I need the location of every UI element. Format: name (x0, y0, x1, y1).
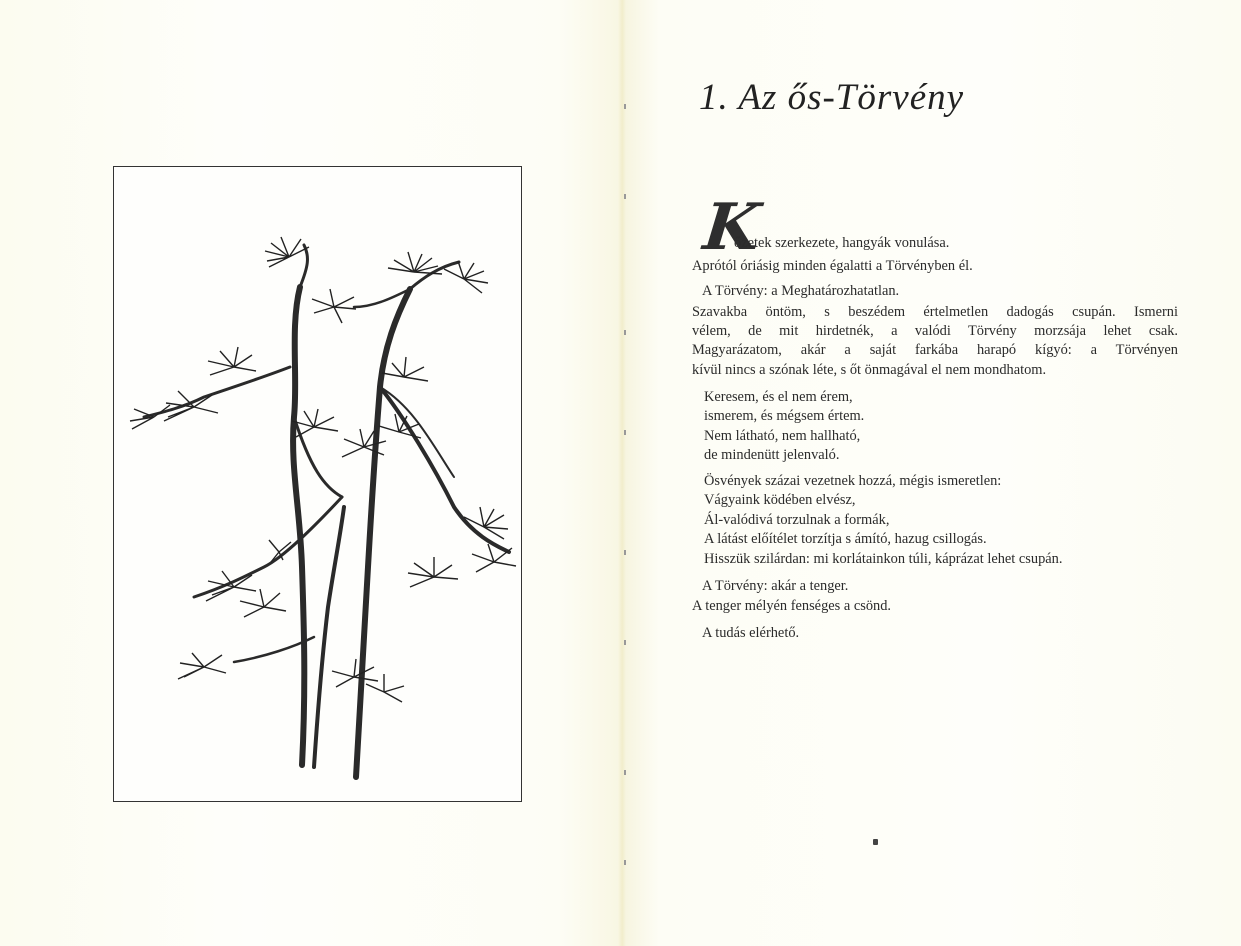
text-line: Hisszük szilárdan: mi korlátainkon túli, káprázat lehet csupán. (704, 551, 1063, 567)
text-line: vélem, de mit hirdetnék, a valódi Törvény morzsája lehet csak. (692, 323, 1178, 339)
text-line: A Törvény: akár a tenger. (702, 578, 849, 594)
chapter-title: 1. Az ős-Törvény (699, 77, 965, 118)
text-line: A Törvény: a Meghatározhatatlan. (702, 283, 900, 299)
text-line: Ál-valódivá torzulnak a formák, (704, 512, 890, 528)
verse-line: ismerem, és mégsem értem. (704, 408, 865, 424)
gutter-mark (624, 770, 626, 775)
verse-line: Nem látható, nem hallható, (704, 428, 861, 444)
page-ornament-icon (873, 839, 878, 845)
pine-tree-drawing-icon (114, 167, 521, 801)
book-gutter (618, 0, 626, 946)
text-line: A tenger mélyén fenséges a csönd. (692, 598, 892, 614)
gutter-mark (624, 640, 626, 645)
text-line: Vágyaink ködében elvész, (704, 492, 856, 508)
text-line: Ösvények százai vezetnek hozzá, mégis ismeretlen: (704, 473, 1002, 489)
text-line: Magyarázatom, akár a saját farkába harapó kígyó: a Törvényen (692, 342, 1178, 358)
text-line: kívül nincs a szónak léte, s őt önmagával el nem mondhatom. (692, 362, 1047, 378)
verse-line: Keresem, és el nem érem, (704, 389, 853, 405)
gutter-mark (624, 194, 626, 199)
text-line: A tudás elérhető. (702, 625, 800, 641)
text-line: Aprótól óriásig minden égalatti a Törvényben él. (692, 258, 973, 274)
drop-cap: K (700, 190, 764, 265)
text-line: A látást előítélet torzítja s ámító, hazug csillogás. (704, 531, 987, 547)
pine-tree-illustration (113, 166, 522, 802)
verse-line: de mindenütt jelenvaló. (704, 447, 840, 463)
gutter-mark (624, 104, 626, 109)
gutter-mark (624, 330, 626, 335)
gutter-mark (624, 860, 626, 865)
text-line: Szavakba öntöm, s beszédem értelmetlen dadogás csupán. Ismerni (692, 304, 1178, 320)
text-line: őzetek szerkezete, hangyák vonulása. (734, 235, 950, 251)
gutter-mark (624, 550, 626, 555)
gutter-mark (624, 430, 626, 435)
